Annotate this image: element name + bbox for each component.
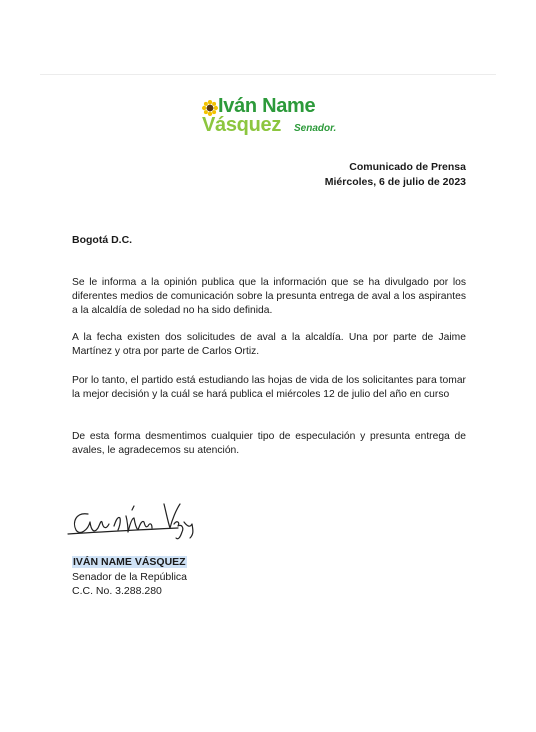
signer-role: Senador de la República [72,571,187,583]
press-header [325,160,466,190]
logo-title: Senador. [294,123,337,134]
paragraph-4: De esta forma desmentimos cualquier tipo de especulación y presunta entrega de avales, le agradecemos su atención. [72,431,466,456]
press-title: Comunicado de Prensa [349,161,466,173]
paragraph-2: A la fecha existen dos solicitudes de aval a la alcaldía. Una por parte de Jaime Martínez y otra por parte de Carlos Ortiz. [72,332,466,357]
paragraph-1: Se le informa a la opinión publica que la información que se ha divulgado por los diferentes medios de comunicación sobre la presunta entrega de aval a los aspirantes a la alcaldía de soledad no ha sido definida. [72,277,466,316]
paragraph-3: Por lo tanto, el partido está estudiando las hojas de vida de los solicitantes para tomar la mejor decisión y la cuál se hará publica el miércoles 12 de julio del año en curso [72,375,466,400]
logo-name-line2: Vásquez [202,114,282,136]
handwritten-signature [66,494,206,546]
place-line: Bogotá D.C. [72,234,133,246]
page-top-divider [40,74,496,75]
signer-name: IVÁN NAME VÁSQUEZ [73,556,186,568]
press-date: Miércoles, 6 de julio de 2023 [324,176,466,188]
signer-id: C.C. No. 3.288.280 [72,585,162,597]
senator-logo [202,95,342,144]
logo-name-line1: Iván Name [218,95,316,117]
